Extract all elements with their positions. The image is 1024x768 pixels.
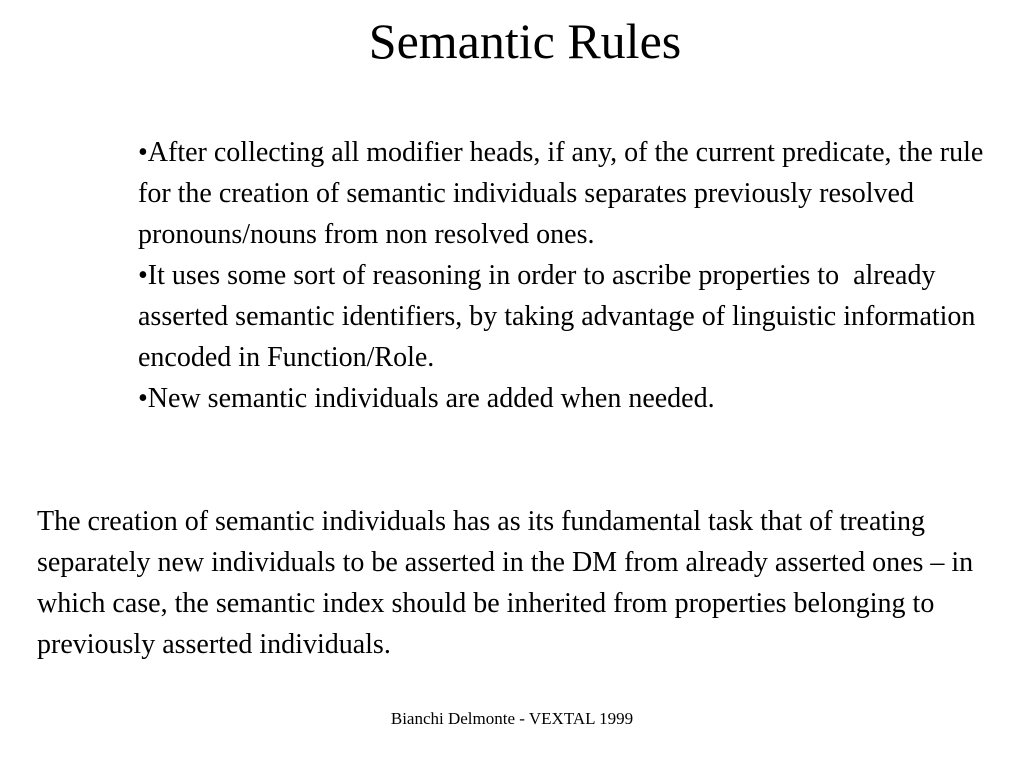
- bullet-item: •New semantic individuals are added when needed.: [138, 383, 715, 414]
- body-paragraph: The creation of semantic individuals has as its fundamental task that of treating separately new individuals to be asserted in the DM from already asserted ones – in which case, the semantic index should be inherited from properties belonging to previously asserted individuals.: [37, 506, 974, 660]
- bullet-item: •After collecting all modifier heads, if any, of the current predicate, the rule for the creation of semantic individuals separates previously resolved pronouns/nouns from non resolved ones.: [138, 137, 991, 250]
- slide-title: Semantic Rules: [368, 13, 682, 69]
- bullet-item: •It uses some sort of reasoning in order to ascribe properties to already asserted semantic identifiers, by taking advantage of linguistic information encoded in Function/Role.: [138, 260, 983, 373]
- slide-footer: Bianchi Delmonte - VEXTAL 1999: [390, 709, 634, 728]
- bullet-list: [138, 132, 998, 419]
